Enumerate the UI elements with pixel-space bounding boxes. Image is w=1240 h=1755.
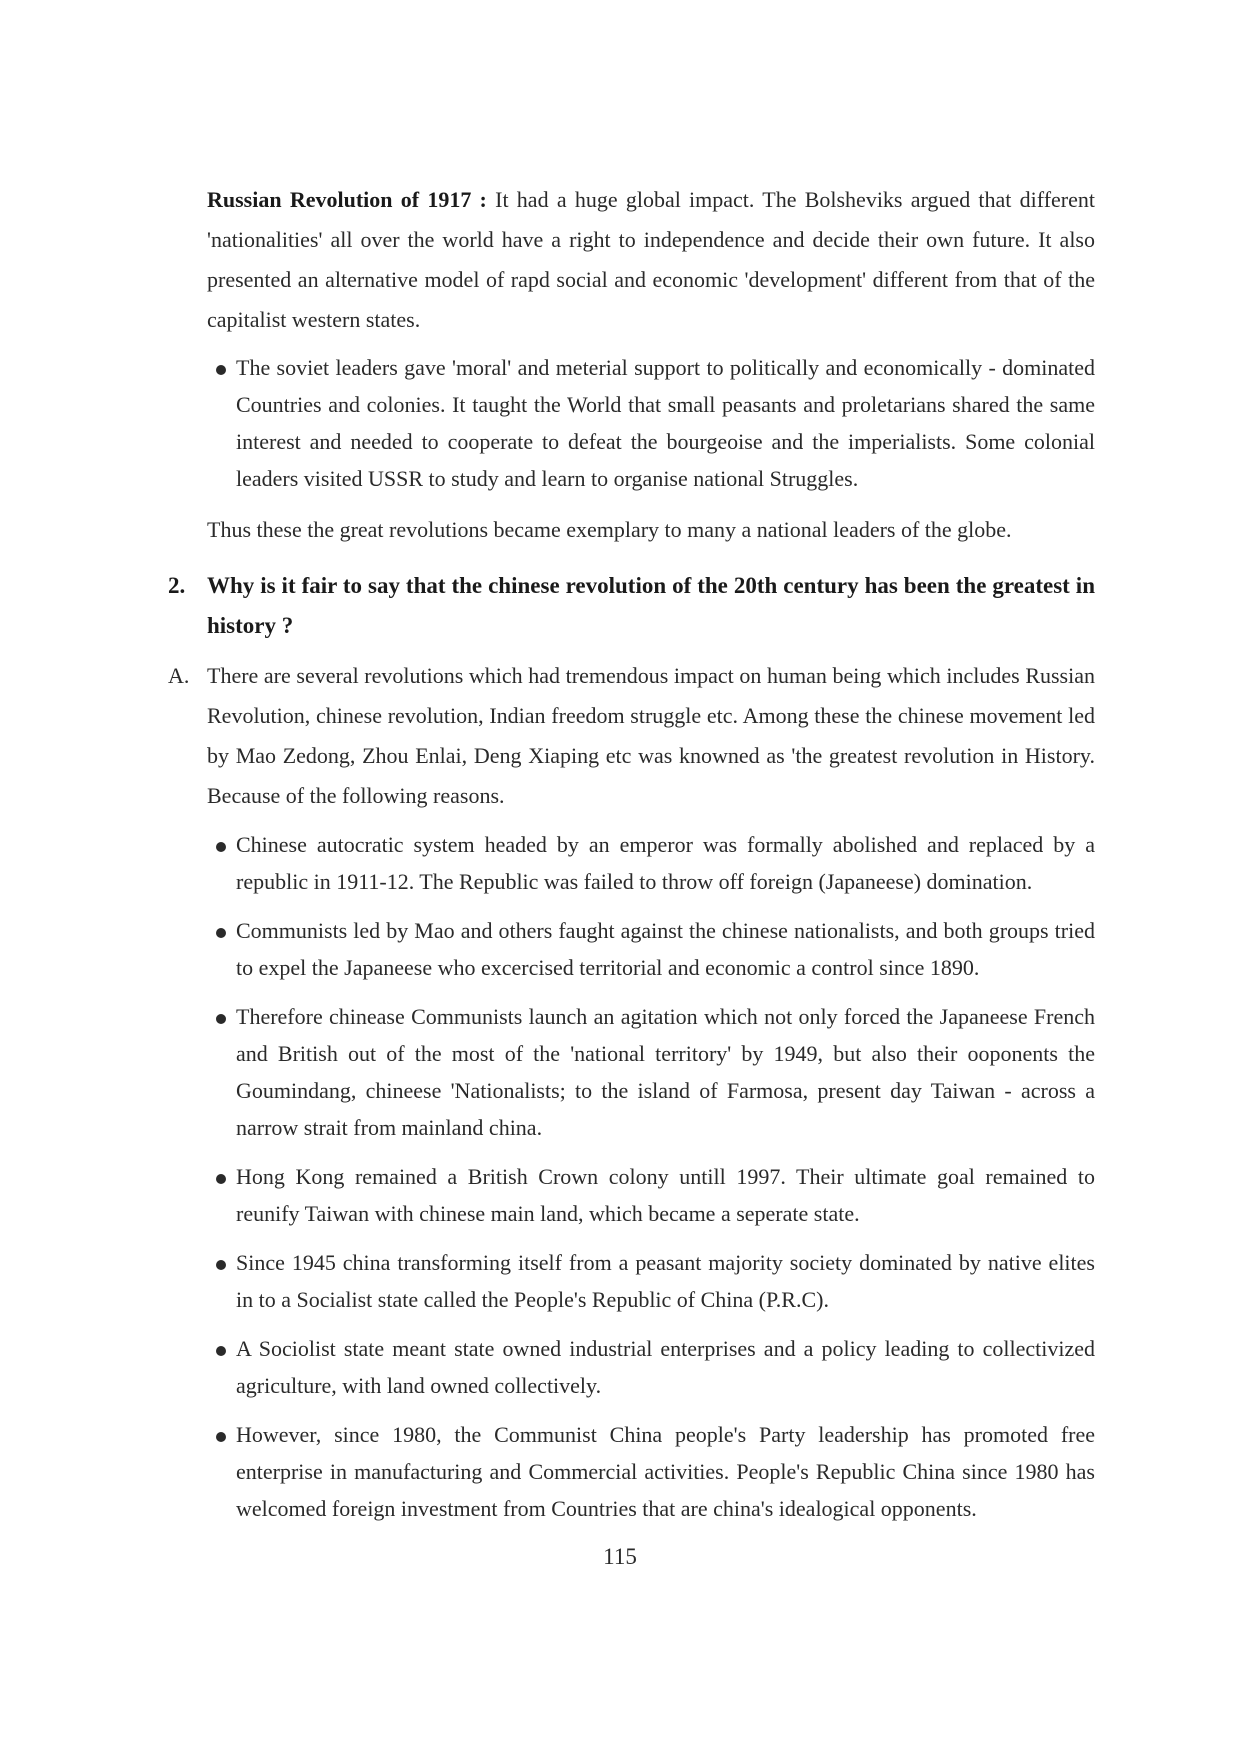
page-number: 115	[603, 1544, 637, 1569]
answer-bullet-item	[214, 1244, 1095, 1318]
answer-text: There are several revolutions which had tremendous impact on human being which includes Russian Revolution, chinese revolution, Indian freedom struggle etc. Among these the chinese movement led by Mao Zedong, Zhou Enlai, Deng Xiaping etc was knowned as 'the greatest revolution in History. Because of the following reasons.	[207, 663, 1095, 808]
answer-bullet-text: Therefore chinease Communists launch an agitation which not only forced the Japaneese French and British out of the most of the 'national territory' by 1949, but also their ooponents the Goumindang, chineese 'Nationalists; to the island of Farmosa, present day Taiwan - across a narrow strait from mainland china.	[236, 1004, 1095, 1140]
answer-bullet-text: Chinese autocratic system headed by an emperor was formally abolished and replaced by a republic in 1911-12. The Republic was failed to throw off foreign (Japaneese) domination.	[236, 832, 1095, 894]
bullet-icon	[216, 365, 226, 375]
intro-heading: Russian Revolution of 1917 :	[207, 187, 487, 212]
bullet-icon	[216, 842, 226, 852]
answer-bullet-text: However, since 1980, the Communist China people's Party leadership has promoted free enterprise in manufacturing and Commercial activities. People's Republic China since 1980 has welcomed foreign investment from Countries that are china's idealogical opponents.	[236, 1422, 1095, 1521]
answer-bullet-text: Communists led by Mao and others faught against the chinese nationalists, and both groups tried to expel the Japaneese who excercised territorial and economic a control since 1890.	[236, 918, 1095, 980]
question-number: 2.	[168, 573, 186, 598]
question-2	[168, 566, 1095, 646]
answer-bullet-list	[214, 826, 1095, 1527]
bullet-icon	[216, 1260, 226, 1270]
intro-text: It had a huge global impact. The Bolsheviks argued that different 'nationalities' all over the world have a right to independence and decide their own future. It also presented an alternative model of rapd social and economic 'development' different from that of the capitalist western states.	[207, 187, 1095, 332]
intro-bullet-text: The soviet leaders gave 'moral' and meterial support to politically and economically - dominated Countries and colonies. It taught the World that small peasants and proletarians shared the same interest and needed to cooperate to defeat the bourgeoise and the imperialists. Some colonial leaders visited USSR to study and learn to organise national Struggles.	[236, 355, 1095, 491]
intro-bullet-item	[214, 349, 1095, 497]
answer-bullet-item	[214, 912, 1095, 986]
answer-bullet-item	[214, 826, 1095, 900]
answer-label: A.	[168, 663, 190, 688]
answer-bullet-item	[214, 1330, 1095, 1404]
answer-bullet-item	[214, 1158, 1095, 1232]
answer-bullet-text: Hong Kong remained a British Crown colony untill 1997. Their ultimate goal remained to reunify Taiwan with chinese main land, which became a seperate state.	[236, 1164, 1095, 1226]
bullet-icon	[216, 1014, 226, 1024]
answer-bullet-text: A Sociolist state meant state owned industrial enterprises and a policy leading to collectivized agriculture, with land owned collectively.	[236, 1336, 1095, 1398]
bullet-icon	[216, 1346, 226, 1356]
bullet-icon	[216, 1432, 226, 1442]
answer-bullet-item	[214, 1416, 1095, 1527]
answer-bullet-item	[214, 998, 1095, 1146]
conclusion-paragraph: Thus these the great revolutions became exemplary to many a national leaders of the globe.	[207, 517, 1012, 542]
bullet-icon	[216, 1174, 226, 1184]
question-text: Why is it fair to say that the chinese revolution of the 20th century has been the greatest in history ?	[207, 573, 1095, 638]
intro-paragraph	[207, 180, 1095, 340]
answer-paragraph	[168, 656, 1095, 816]
answer-bullet-text: Since 1945 china transforming itself from a peasant majority society dominated by native elites in to a Socialist state called the People's Republic of China (P.R.C).	[236, 1250, 1095, 1312]
intro-bullet-list	[214, 349, 1095, 497]
bullet-icon	[216, 928, 226, 938]
